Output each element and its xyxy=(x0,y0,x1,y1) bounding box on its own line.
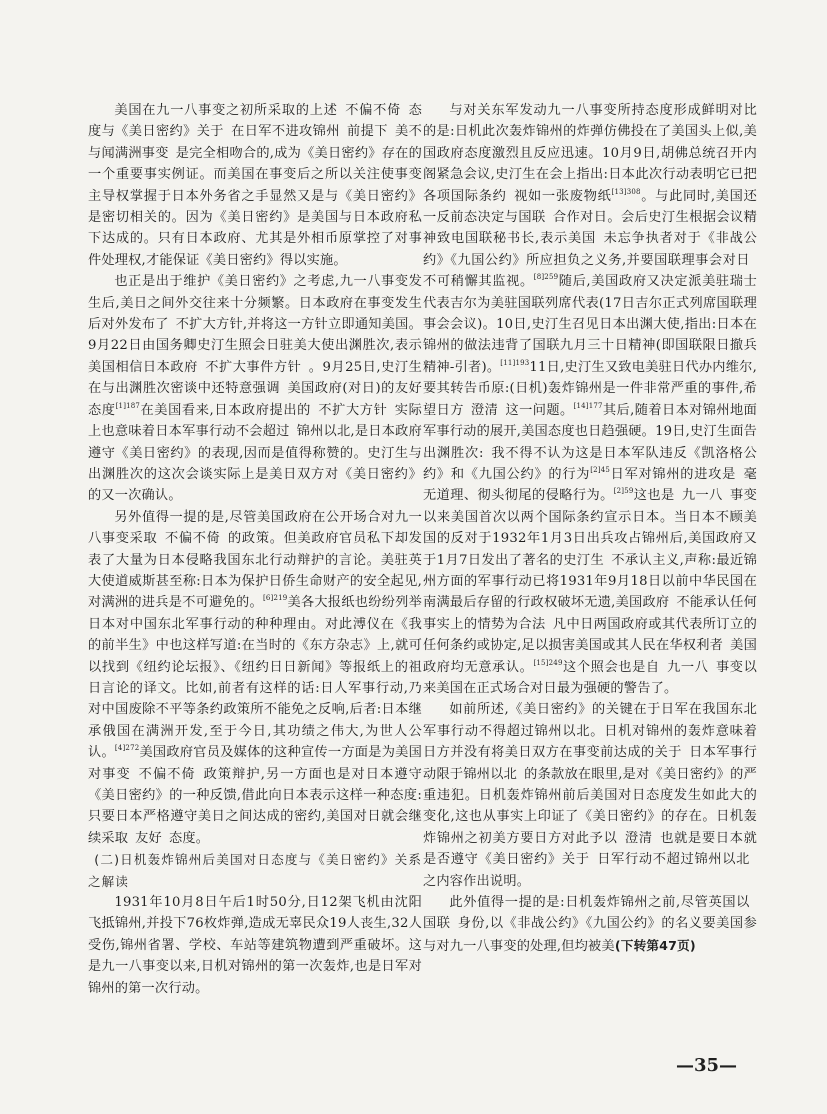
paragraph xyxy=(88,100,422,271)
text-span: 美各大报纸也纷纷列举日本对中国东北军事行动的种种理由。对此溥仪在《我的前半生》中也这样写道:在当时的《东方杂志》上,就可以找到《纽约论坛报》、《纽约日日新闻》等报纸上的祖日言论的译文。比如,前者有这样的话: xyxy=(88,595,422,696)
citation: [2]59 xyxy=(613,487,634,496)
text-span: 日本军事行动限于锦州以北 xyxy=(423,745,757,782)
text-span: 随后,美国政府又决定派美驻瑞士代表吉尔为美驻国联列席代表(17日吉尔正式列席国联理事会会议)。10日,史汀生召见日本出渊大使,指出:日本在锦州的做法违背了国联九月三十日精神(即国联限日撤兵精神-引者)。 xyxy=(423,274,757,375)
continuation-note: (下转第47页) xyxy=(614,937,696,953)
text-span: 不能承认任何事实上的情势为合法 xyxy=(423,595,757,632)
text-span: ,后者:日本继承俄国在满洲开发,至于今日,其功绩之伟大,为世人公认。 xyxy=(88,702,422,761)
citation: [11]193 xyxy=(500,358,530,367)
text-span: 。与此同时,美国还一反前态决定与国联 xyxy=(423,188,757,226)
text-span: 态度与《美日密约》关于 xyxy=(88,103,423,140)
paragraph xyxy=(88,271,422,506)
text-span: 美国政府官员及媒体的这种宣传一方面是为美国对事变 xyxy=(88,745,422,782)
citation: [4]272 xyxy=(114,744,140,753)
text-span: 不可稍懈其监视 xyxy=(423,274,520,290)
text-span: 友好 xyxy=(135,830,162,846)
text-span: 11日,史汀生又致电美驻日代办内维尔,要其转告币原:(日机)轰炸锦州是一件非常严重的事件 xyxy=(423,359,757,397)
paragraph: 1931年10月8日午后1时50分,日12架飞机由沈阳飞抵锦州,并投下76枚炸弹,造成无辜民众19人丧生,32人受伤,锦州省署、学校、车站等建筑物遭到严重破坏。这是九一八事变以来,日机对锦州的第一次轰炸,也是日军对锦州的第一次行动。 xyxy=(88,895,422,996)
left-column xyxy=(88,100,422,999)
text-span: 如前所述,《美日密约》的关键在于日军在我国东北军事行动不得超过锦州以北。日机对锦州的轰炸意味着日方并没有将美日双方在事变前达成的关于 xyxy=(423,702,757,761)
text-span: ,并要国联理事会对日 xyxy=(621,252,750,268)
text-span: 。 xyxy=(519,274,534,290)
text-span: 毫无道理、彻头彻尾的侵略行为 xyxy=(423,466,757,504)
text-span: 未忘争执者对于《非战公约》《九国公约》所应担负之义务 xyxy=(423,231,757,268)
text-span: 不偏不倚 xyxy=(344,103,402,118)
citation: [2]45 xyxy=(590,465,611,474)
text-span: 九一八 xyxy=(666,659,709,675)
text-span: 与对关东军发动九一八事变所持态度形成鲜明对比的是:日机此次轰炸锦州的炸弹仿佛投在了美国头上似,美国政府态度激烈且反应迅速。10月9日,胡佛总统召开内阁紧急会议,史汀生在会上指出:日本此次行动表明它已把各项国际条约 xyxy=(423,103,757,204)
text-span: 是完全相吻合的,成为《美日密约》存在的一个重要事实例证。而美国在事变后之所以关注使事变主导权掌握于日本外务省之手显然又是与《美日密约》是密切相关的。因为《美日密约》是美国与日本政府私下达成的。只有日本政府、尤其是外相币原掌控了对事件处理权,才能保证《美日密约》得以实施。 xyxy=(88,145,422,268)
citation: [8]259 xyxy=(533,273,559,282)
text-span: 日人军事行动,乃对中国废除不平等条约政策所不能免之反响 xyxy=(88,680,422,718)
text-span: 。9月25日,史汀生在与出渊胜次密谈中还特意强调 xyxy=(88,359,422,397)
text-span: 我不得不认为这是日本军队违反《凯洛格公约》和《九国公约》的行为 xyxy=(423,445,757,482)
text-span: 视如一张废物纸 xyxy=(513,188,612,204)
text-span: ,希望日方 xyxy=(423,381,758,418)
citation: [14]177 xyxy=(573,401,603,410)
text-span: 也正是出于维护《美日密约》之考虑,九一八事变发生后,美日之间外交往来十分频繁。日本政府在事变发生后对外发布了 xyxy=(88,274,422,333)
text-span: 另外值得一提的是,尽管美国政府在公开场合对九一八事变采取 xyxy=(88,509,422,547)
text-span: 也就是要日本就是否遵守《美日密约》关于 xyxy=(423,830,757,868)
text-span: 的条款放在眼里,是对《美日密约》的严重违犯。日机轰炸锦州前后美国对日态度发生如此大的变化,这也从事实上印证了《美日密约》的存在。日机轰炸锦州之初美方要日方对此予以 xyxy=(423,766,757,846)
text-span: 日军行动不超过锦州以北 xyxy=(596,852,751,868)
text-span: 澄清 xyxy=(470,402,499,418)
paragraph xyxy=(423,100,757,699)
citation: [13]308 xyxy=(611,187,641,196)
citation: [15]249 xyxy=(533,658,563,667)
text-span: 在美国看来,日本政府提出的 xyxy=(140,402,311,418)
text-span: 不扩大方针 xyxy=(317,402,388,418)
text-span: 在日军不进攻锦州 xyxy=(230,124,340,140)
text-span: 美国政府均无意承认。 xyxy=(423,638,757,675)
text-span: 前提下 xyxy=(346,124,388,140)
text-span: ,是日本政府遵守《美日密约》的表现,因而是值得称赞的。史汀生与出渊胜次的这次会谈实际上是美日双方对《美日密约》的又一次确认。 xyxy=(88,424,422,504)
citation: [6]219 xyxy=(262,594,288,603)
text-span: 国联 xyxy=(423,916,451,932)
text-span: 不扩大方针 xyxy=(175,317,243,333)
text-span: 其后,随着日本对锦州地面军事行动的展开,美国态度也日趋强硬。19日,史汀生面告出渊胜次: xyxy=(423,402,757,461)
text-span: 的政策。但美政府官员私下却发表了大量为日本侵略我国东北行动辩护的言论。美驻英大使道威斯甚至称:日本为保护日侨生命财产的安全起见,对满洲的进兵是不可避免的。 xyxy=(88,531,422,611)
text-span: 不承认主义 xyxy=(611,552,680,568)
text-span: 。会后史汀生根据会议精神致电国联秘书长,表示美国 xyxy=(423,210,757,247)
paragraph xyxy=(423,699,757,892)
text-span: 实际上也意味着日本军事行动不会超过 xyxy=(88,402,422,440)
text-span: 不偏不倚 xyxy=(137,766,196,782)
text-span: ,声称:最近锦州方面的军事行动已将1931年9月18日以前中华民国在南满最后存留的行政权破坏无遗 xyxy=(423,552,757,611)
text-span: 澄清 xyxy=(624,830,653,846)
text-span: 身份,以《非战公约》《九国公约》的名义要美国参与对九一八事变的处理,但均被美 xyxy=(423,916,757,954)
text-span: 美国政府(对日)的友好态度 xyxy=(88,381,422,418)
right-column xyxy=(423,100,757,957)
text-span: 凡中日两国政府或其代表所订立的任何条约或协定,足以损害美国或其人民在华权利者 xyxy=(423,616,757,654)
text-span: 九一八 xyxy=(681,488,723,504)
text-span: ,并将这一方针立即通知美国。9月22日由国务卿史汀生照会日驻美大使出渊胜次,表示美国相信日本政府 xyxy=(88,317,422,375)
paragraph xyxy=(423,892,757,957)
text-span: 这个照会也是自 xyxy=(562,659,660,675)
text-span: 不偏不倚 xyxy=(164,531,221,547)
page-number: —35— xyxy=(676,1055,738,1076)
text-span: 事变以来美国首次以两个国际条约宣示日本。当日本不顾美国的反对于1932年1月3日出兵攻占锦州后,美国政府又于1月7日发出了著名的史汀生 xyxy=(423,488,757,568)
text-span: 这一问题。 xyxy=(505,402,574,418)
text-span: 合作对日 xyxy=(552,210,608,226)
text-span: 美不与闻满洲事变 xyxy=(88,124,422,161)
section-subheading: (二)日机轰炸锦州后美国对日态度与《美日密约》关系之解读 xyxy=(88,852,422,889)
text-span: 不扩大事件方针 xyxy=(204,359,302,375)
text-span: 。 xyxy=(600,488,614,504)
text-span: 事变以来美国在正式场合对日最为强硬的警告了。 xyxy=(423,659,757,696)
text-span: 日军对锦州的进攻是 xyxy=(610,466,737,482)
text-span: 之内容作出说明。 xyxy=(423,873,531,889)
text-span: 这也是 xyxy=(633,488,675,504)
text-span: ,美国政府 xyxy=(611,595,670,611)
text-span: 政策辩护,另一方面也是对日本遵守《美日密约》的一种反馈,借此向日本表示这样一种态度:只要日本严格遵守美日之间达成的密约,美国对日就会继续采取 xyxy=(88,766,422,846)
text-span: 美国在九一八事变之初所采取的上述 xyxy=(114,103,338,118)
text-span: 锦州以北 xyxy=(296,424,351,440)
text-span: 态度。 xyxy=(168,830,210,846)
text-span: 此外值得一提的是:日机轰炸锦州之前,尽管英国以 xyxy=(449,895,750,911)
paragraph xyxy=(88,507,422,850)
citation: [1]187 xyxy=(115,401,141,410)
